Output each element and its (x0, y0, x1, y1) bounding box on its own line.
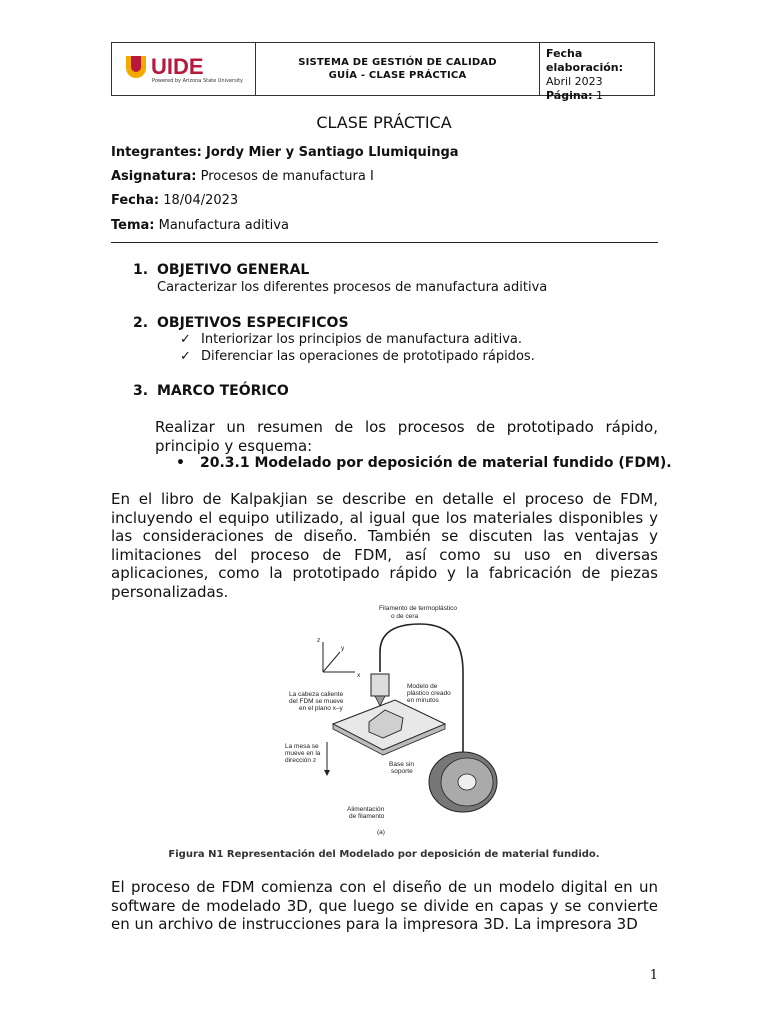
list-item (180, 332, 522, 347)
checkmark-icon: ✓ (180, 349, 191, 364)
integrantes-value: Jordy Mier y Santiago Llumiquinga (205, 145, 459, 160)
page-number: 1 (649, 968, 658, 983)
label-head: La cabeza caliente (289, 691, 344, 698)
bullet-text: 20.3.1 Modelado por deposición de material fundido (FDM). (200, 455, 672, 471)
section-objetivos-especificos (133, 315, 349, 331)
meta-asignatura (111, 169, 374, 184)
fecha-elaboracion-label: Fecha elaboración: (546, 47, 624, 74)
z-arrow-head (324, 770, 330, 776)
meta-tema (111, 218, 289, 233)
asignatura-value: Procesos de manufactura I (200, 169, 374, 184)
guide-title: GUÍA - CLASE PRÁCTICA (328, 70, 467, 81)
label-filament: Filamento de termoplástico (379, 605, 458, 612)
label-model: Modelo de (407, 683, 438, 690)
label-model-2: plástico creado (407, 690, 451, 697)
list-item-text: Interiorizar los principios de manufactura aditiva. (201, 332, 522, 347)
axis-y-label: y (341, 645, 345, 652)
logo-cell (112, 43, 256, 95)
objetivo-general-text: Caracterizar los diferentes procesos de manufactura aditiva (157, 280, 548, 295)
tema-label: Tema: (111, 218, 155, 233)
label-head-3: en el plano x–y (299, 705, 343, 712)
logo-text: UIDE (151, 54, 204, 79)
paragraph-kalpakjian: En el libro de Kalpakjian se describe en detalle el proceso de FDM, incluyendo el equipo utilizado, al igual que los materiales disponibles y las consideraciones de diseño. También se discuten las ventajas y limitaciones del proceso de FDM, así como su uso en diversas aplicaciones, como la prototipado rápido y la fabricación de piezas personalizadas. (111, 490, 658, 601)
header-title-cell (256, 43, 540, 95)
paragraph-fdm-process: El proceso de FDM comienza con el diseño de un modelo digital en un software de modelado 3D, que luego se divide en capas y se convierte en un archivo de instrucciones para la impresora 3D. La impresora 3D (111, 878, 658, 934)
section-number: 3. (133, 383, 149, 399)
divider (111, 242, 658, 243)
label-table: La mesa se (285, 743, 319, 750)
axis-x-label: x (357, 672, 361, 679)
axis-z-label: z (317, 637, 321, 644)
pagina-value: 1 (596, 89, 603, 102)
section-number: 2. (133, 315, 149, 331)
uide-shield-icon (124, 54, 148, 80)
tema-value: Manufactura aditiva (158, 218, 289, 233)
document-header (111, 42, 655, 102)
header-info-cell (540, 43, 654, 102)
bullet-fdm (176, 455, 672, 471)
checkmark-icon: ✓ (180, 332, 191, 347)
list-item-text: Diferenciar las operaciones de prototipado rápidos. (201, 349, 535, 364)
fecha-value: 18/04/2023 (163, 193, 239, 208)
spool-hub (458, 774, 476, 790)
label-model-3: en minutos (407, 697, 439, 704)
bullet-icon: • (176, 455, 185, 471)
label-base-2: soporte (391, 768, 413, 775)
meta-fecha (111, 193, 238, 208)
extruder-head (371, 674, 389, 696)
asignatura-label: Asignatura: (111, 169, 197, 184)
list-item (180, 349, 535, 364)
section-title: OBJETIVOS ESPECIFICOS (157, 315, 349, 331)
label-table-2: mueve en la (285, 750, 321, 757)
label-base: Base sin (389, 761, 414, 768)
section-objetivo-general (133, 262, 309, 278)
document-title: CLASE PRÁCTICA (316, 113, 452, 132)
label-feed-2: de filamento (349, 813, 385, 820)
y-axis (323, 652, 340, 672)
fecha-elaboracion-value: Abril 2023 (546, 75, 603, 88)
section-marco-teorico (133, 383, 289, 399)
label-table-3: dirección z (285, 757, 317, 764)
label-feed: Alimentación (347, 806, 385, 813)
integrantes-label: Integrantes: (111, 145, 202, 160)
section-title: MARCO TEÓRICO (157, 383, 289, 399)
uide-logo (124, 54, 243, 84)
figure-caption: Figura N1 Representación del Modelado por deposición de material fundido. (168, 849, 600, 860)
logo-subtitle: Powered by Arizona State University (152, 78, 243, 84)
meta-integrantes (111, 145, 459, 160)
panel-label: (a) (377, 829, 385, 836)
intro-paragraph: Realizar un resumen de los procesos de prototipado rápido, principio y esquema: (155, 418, 658, 455)
system-title: SISTEMA DE GESTIÓN DE CALIDAD (298, 57, 497, 68)
pagina-label: Página: (546, 89, 593, 102)
section-title: OBJETIVO GENERAL (157, 262, 310, 278)
label-filament-2: o de cera (391, 613, 419, 620)
fecha-label: Fecha: (111, 193, 160, 208)
fdm-diagram (285, 602, 515, 840)
label-head-2: del FDM se mueve (289, 698, 344, 705)
section-number: 1. (133, 262, 149, 278)
